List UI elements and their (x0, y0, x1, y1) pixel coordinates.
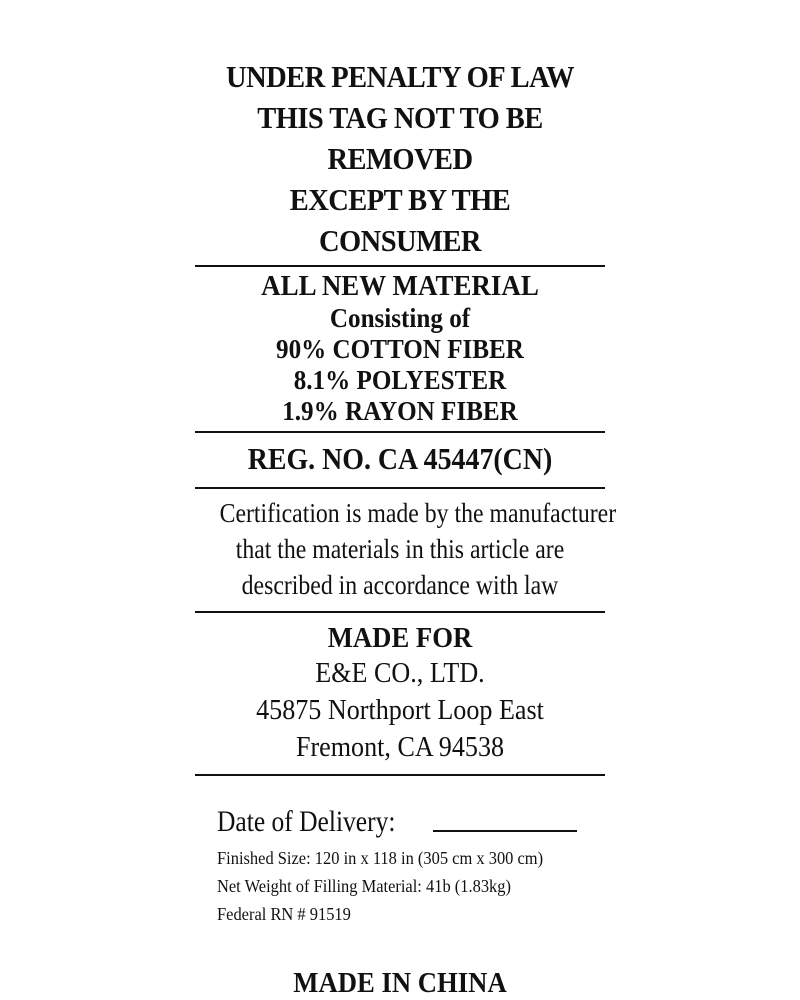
net-weight: Net Weight of Filling Material: 41b (1.83kg) (217, 876, 511, 896)
made-for-heading: MADE FOR (327, 622, 473, 654)
material-section (195, 267, 605, 431)
certification-line: described in accordance with law (241, 570, 559, 600)
warning-line-3: EXCEPT BY THE CONSUMER (289, 182, 511, 258)
warning-line-1: UNDER PENALTY OF LAW (226, 59, 574, 94)
certification-line: Certification is made by the manufacturer (219, 498, 617, 528)
street-address: 45875 Northport Loop East (256, 694, 544, 726)
finished-size: Finished Size: 120 in x 118 in (305 cm x 300 cm) (217, 848, 544, 868)
company-name: E&E CO., LTD. (315, 657, 485, 689)
fiber-cotton: 90% COTTON FIBER (276, 334, 524, 364)
warning-line-2: THIS TAG NOT TO BE REMOVED (257, 100, 543, 176)
delivery-label: Date of Delivery: (217, 805, 396, 838)
city-state-zip: Fremont, CA 94538 (295, 731, 505, 763)
consisting-of-label: Consisting of (329, 303, 471, 333)
fiber-rayon: 1.9% RAYON FIBER (282, 396, 518, 426)
made-for-section (195, 613, 605, 774)
material-heading: ALL NEW MATERIAL (261, 270, 539, 302)
registration-section (195, 433, 605, 487)
delivery-row (217, 800, 605, 844)
details-section (195, 776, 605, 928)
certification-line: that the materials in this article are (235, 534, 565, 564)
registration-number: REG. NO. CA 45447(CN) (247, 441, 553, 476)
origin-section (195, 928, 605, 1000)
country-of-origin: MADE IN CHINA (293, 967, 507, 999)
fiber-polyester: 8.1% POLYESTER (293, 365, 507, 395)
delivery-blank-line (433, 830, 577, 832)
law-tag (195, 56, 617, 1000)
warning-section (195, 56, 605, 265)
federal-rn: Federal RN # 91519 (217, 904, 351, 924)
certification-section (195, 489, 617, 611)
